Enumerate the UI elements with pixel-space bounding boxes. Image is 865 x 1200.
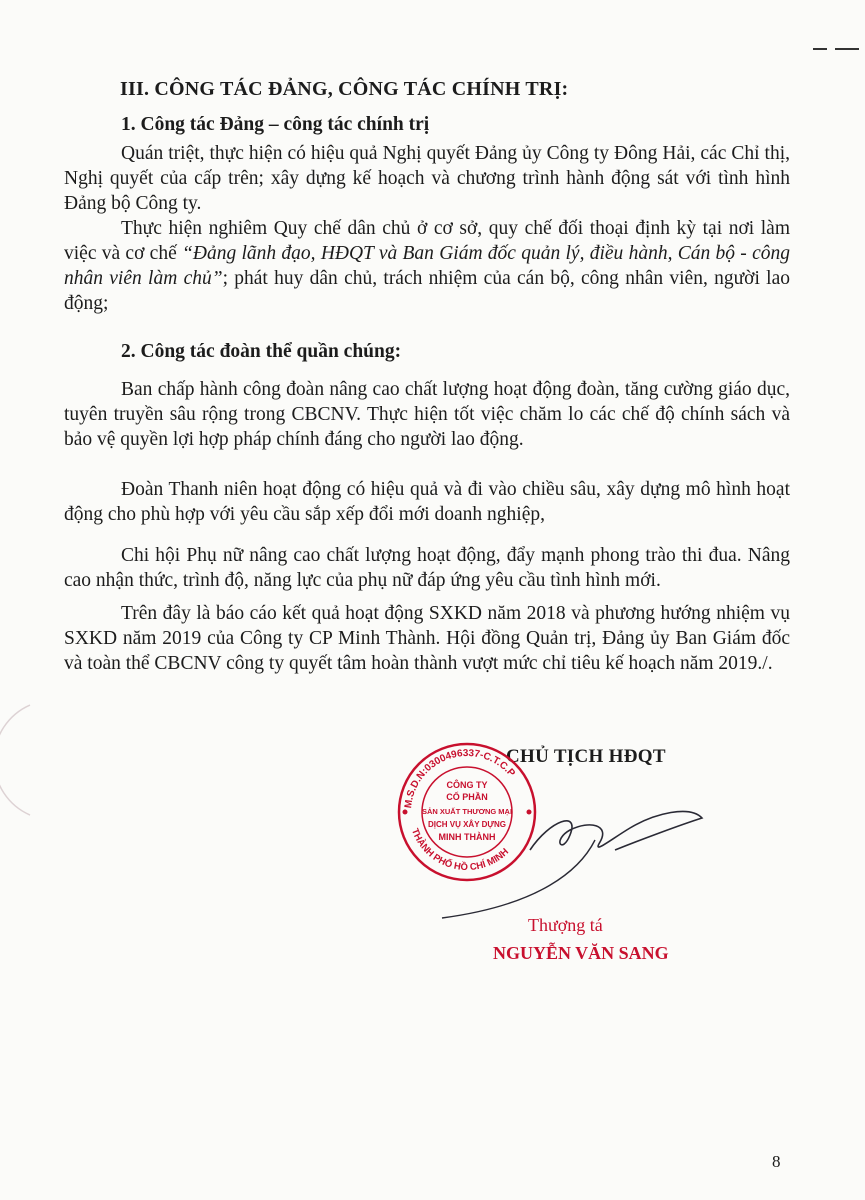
- paragraph-trade-union: Ban chấp hành công đoàn nâng cao chất lượng hoạt động đoàn, tăng cường giáo dục, tuyên truyền sâu rộng trong CBCNV. Thực hiện tốt việc chăm lo các chế độ chính sách và bảo vệ quyền lợi hợp pháp chính đáng cho người lao động.: [64, 379, 790, 450]
- paragraph-party-resolution: Quán triệt, thực hiện có hiệu quả Nghị quyết Đảng ủy Công ty Đông Hải, các Chỉ thị, Nghị quyết của cấp trên; xây dựng kế hoạch và chương trình hành động sát với tình hình Đảng bộ Công ty.: [64, 143, 790, 214]
- company-seal: [395, 740, 540, 885]
- scan-artifact: [813, 46, 861, 52]
- signer-rank: Thượng tá: [528, 915, 603, 935]
- paragraph-conclusion: Trên đây là báo cáo kết quả hoạt động SXKD năm 2018 và phương hướng nhiệm vụ SXKD năm 2019 của Công ty CP Minh Thành. Hội đồng Quản trị, Đảng ủy Ban Giám đốc và toàn thể CBCNV công ty quyết tâm hoàn thành vượt mức chỉ tiêu kế hoạch năm 2019./.: [64, 603, 790, 674]
- p2-text-before: Thực hiện nghiêm Quy chế dân chủ ở cơ sở, quy chế đối thoại định kỳ tại nơi làm việc và cơ chế: [64, 218, 790, 264]
- seal-line-2: CỔ PHẦN: [446, 792, 488, 802]
- paragraph-democracy-regulation: [64, 216, 790, 316]
- paragraph-youth-union: Đoàn Thanh niên hoạt động có hiệu quả và đi vào chiều sâu, xây dựng mô hình hoạt động cho phù hợp với yêu cầu sắp xếp đổi mới doanh nghiệp,: [64, 479, 790, 525]
- paragraph-women-union: Chi hội Phụ nữ nâng cao chất lượng hoạt động, đẩy mạnh phong trào thi đua. Nâng cao nhận thức, trình độ, năng lực của phụ nữ đáp ứng yêu cầu tình hình mới.: [64, 545, 790, 591]
- seal-line-4: DỊCH VỤ XÂY DỰNG: [427, 820, 507, 829]
- seal-outer-ring-text: M.S.D.N:0300496337-C.T.C.P: [403, 747, 517, 809]
- seal-line-1: CÔNG TY: [446, 780, 488, 790]
- subheading-mass-organizations: 2. Công tác đoàn thể quần chúng:: [121, 341, 402, 362]
- section-heading: III. CÔNG TÁC ĐẢNG, CÔNG TÁC CHÍNH TRỊ:: [120, 78, 569, 100]
- seal-outer-bottom-text: THÀNH PHỐ HỒ CHÍ MINH: [408, 827, 511, 874]
- p2-italic-quote: “Đảng lãnh đạo, HĐQT và Ban Giám đốc quản lý, điều hành, Cán bộ - công nhân viên làm chủ”: [64, 243, 790, 289]
- signature-title: CHỦ TỊCH HĐQT: [506, 746, 666, 767]
- p2-text-after: ; phát huy dân chủ, trách nhiệm của cán bộ, công nhân viên, người lao động;: [64, 268, 791, 314]
- subheading-party-work: 1. Công tác Đảng – công tác chính trị: [121, 114, 430, 135]
- seal-line-3: SẢN XUẤT THƯƠNG MẠI: [421, 807, 513, 816]
- signer-name: NGUYỄN VĂN SANG: [493, 943, 669, 963]
- page-number: 8: [772, 1152, 781, 1171]
- faint-stamp-edge: [0, 700, 40, 820]
- seal-line-5: MINH THÀNH: [438, 832, 496, 842]
